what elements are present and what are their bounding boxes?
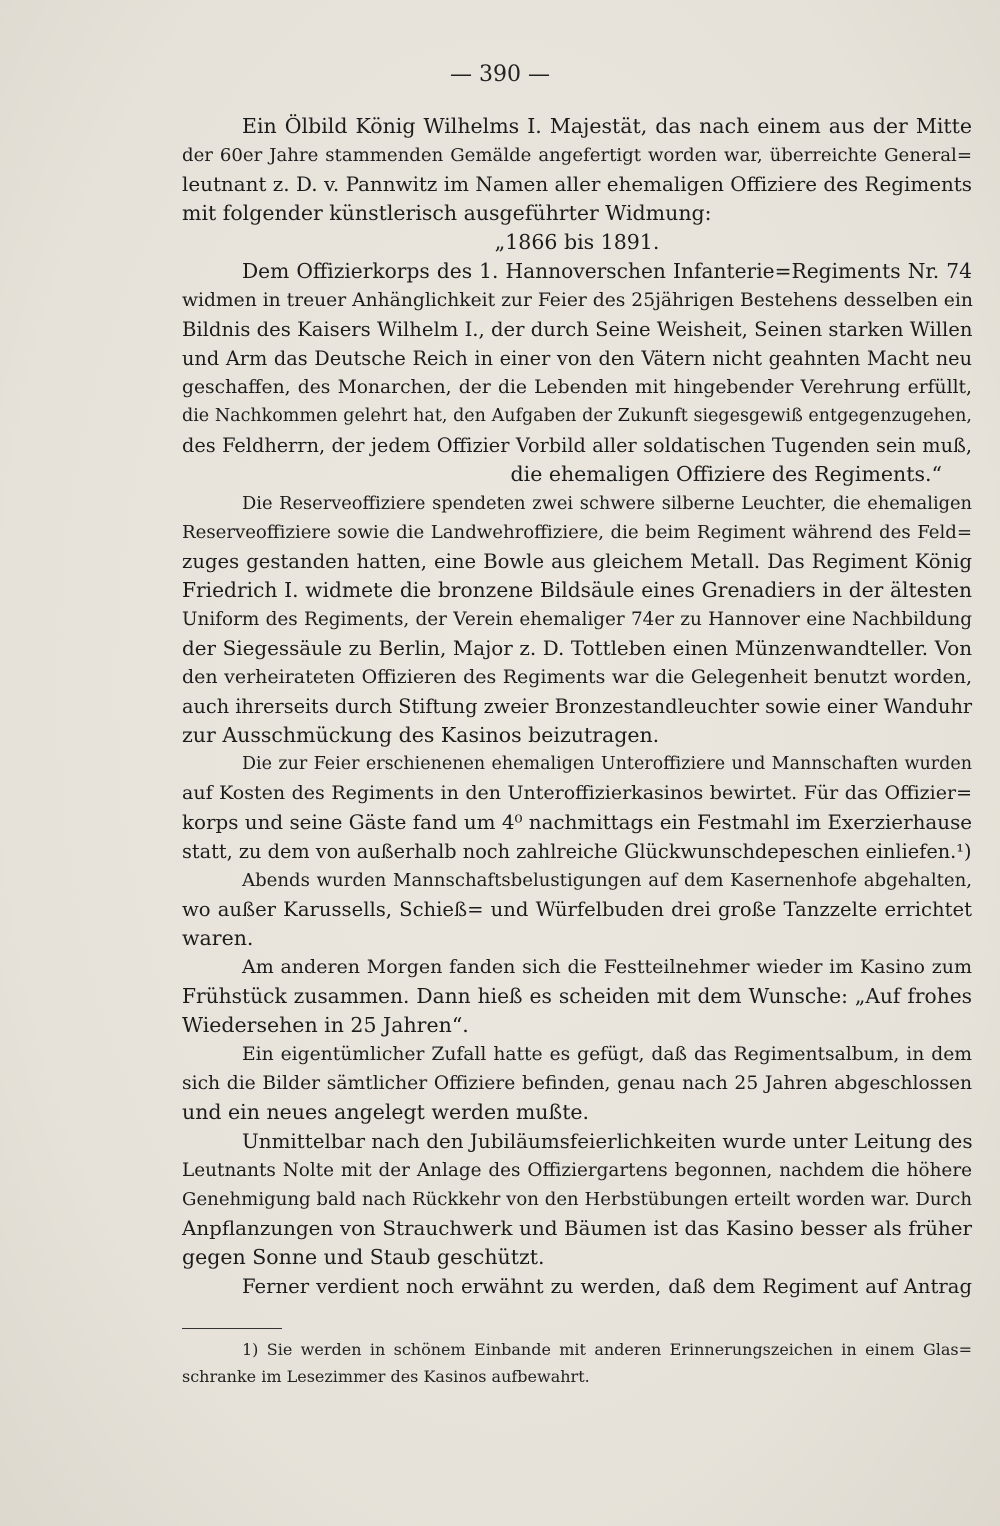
text-line: Anpflanzungen von Strauchwerk und Bäumen ist das Kasino besser als früher (182, 1217, 972, 1240)
text-line: sich die Bilder sämtlicher Offiziere befinden, genau nach 25 Jahren abgeschlossen (182, 1073, 972, 1094)
text-line: Die zur Feier erschienenen ehemaligen Unteroffiziere und Mannschaften wurden (242, 754, 972, 774)
text-line: Uniform des Regiments, der Verein ehemaliger 74er zu Hannover eine Nachbildung (182, 609, 972, 630)
footnote-line: schranke im Lesezimmer des Kasinos aufbewahrt. (182, 1367, 590, 1386)
main-text (182, 112, 972, 1301)
text-line: mit folgender künstlerisch ausgeführter Widmung: (182, 201, 712, 225)
text-line: Dem Offizierkorps des 1. Hannoverschen Infanterie=Regiments Nr. 74 (242, 259, 972, 283)
text-line: Bildnis des Kaisers Wilhelm I., der durch Seine Weisheit, Seinen starken Willen (182, 318, 973, 341)
text-line: auch ihrerseits durch Stiftung zweier Bronzestandleuchter sowie einer Wanduhr (182, 695, 973, 718)
text-line: Wiedersehen in 25 Jahren“. (182, 1013, 469, 1037)
text-line: auf Kosten des Regiments in den Unteroffizierkasinos bewirtet. Für das Offizier= (182, 782, 972, 804)
dedication-heading: „1866 bis 1891. (494, 230, 660, 254)
text-line: waren. (182, 926, 254, 950)
text-line: der Siegessäule zu Berlin, Major z. D. Tottleben einen Münzenwandteller. Von (182, 637, 972, 660)
text-line: und ein neues angelegt werden mußte. (182, 1100, 590, 1124)
text-line: geschaffen, des Monarchen, der die Lebenden mit hingebender Verehrung erfüllt, (182, 377, 972, 398)
text-line: Abends wurden Mannschaftsbelustigungen auf dem Kasernenhofe abgehalten, (242, 870, 972, 891)
text-line: Friedrich I. widmete die bronzene Bildsäule eines Grenadiers in der ältesten (182, 578, 972, 602)
text-line: Ein eigentümlicher Zufall hatte es gefügt, daß das Regimentsalbum, in dem (242, 1044, 972, 1065)
text-line: Am anderen Morgen fanden sich die Festteilnehmer wieder im Kasino zum (242, 956, 972, 978)
text-line: Unmittelbar nach den Jubiläumsfeierlichkeiten wurde unter Leitung des (242, 1130, 973, 1153)
text-line: leutnant z. D. v. Pannwitz im Namen aller ehemaligen Offiziere des Regiments (182, 173, 972, 196)
footnote (182, 1336, 972, 1390)
text-line: die Nachkommen gelehrt hat, den Aufgaben der Zukunft siegesgewiß entgegenzugehen, (182, 406, 972, 426)
text-line: Ein Ölbild König Wilhelms I. Majestät, das nach einem aus der Mitte (242, 114, 972, 138)
text-line: des Feldherrn, der jedem Offizier Vorbild aller soldatischen Tugenden sein muß, (182, 434, 972, 457)
text-line: gegen Sonne und Staub geschützt. (182, 1245, 545, 1269)
footnote-line: 1) Sie werden in schönem Einbande mit anderen Erinnerungszeichen in einem Glas= (242, 1340, 972, 1359)
text-line: zuges gestanden hatten, eine Bowle aus gleichem Metall. Das Regiment König (182, 550, 972, 573)
text-line: Genehmigung bald nach Rückkehr von den Herbstübungen erteilt worden war. Durch (182, 1189, 972, 1210)
page-number: — 390 — (450, 62, 550, 87)
footnote-rule (182, 1328, 282, 1329)
text-line: den verheirateten Offizieren des Regiments war die Gelegenheit benutzt worden, (182, 666, 972, 688)
text-line: Reserveoffiziere sowie die Landwehroffiziere, die beim Regiment während des Feld= (182, 522, 972, 543)
text-line: statt, zu dem von außerhalb noch zahlreiche Glückwunschdepeschen einliefen.¹) (182, 840, 972, 863)
text-line: widmen in treuer Anhänglichkeit zur Feier des 25jährigen Bestehens desselben ein (182, 290, 973, 311)
text-line: Die Reserveoffiziere spendeten zwei schwere silberne Leuchter, die ehemaligen (242, 493, 972, 514)
text-line: zur Ausschmückung des Kasinos beizutragen. (182, 723, 660, 747)
text-line: korps und seine Gäste fand um 4⁰ nachmittags ein Festmahl im Exerzierhause (182, 811, 973, 834)
text-line: und Arm das Deutsche Reich in einer von den Vätern nicht geahnten Macht neu (182, 347, 972, 370)
text-line: der 60er Jahre stammenden Gemälde angefertigt worden war, überreichte General= (182, 145, 972, 166)
dedication-signature: die ehemaligen Offiziere des Regiments.“ (510, 462, 942, 486)
text-line: Leutnants Nolte mit der Anlage des Offiziergartens begonnen, nachdem die höhere (182, 1160, 972, 1181)
text-line: Frühstück zusammen. Dann hieß es scheiden mit dem Wunsche: „Auf frohes (182, 984, 972, 1008)
text-line: Ferner verdient noch erwähnt zu werden, daß dem Regiment auf Antrag (242, 1275, 972, 1298)
text-line: wo außer Karussells, Schieß= und Würfelbuden drei große Tanzzelte errichtet (182, 898, 972, 921)
